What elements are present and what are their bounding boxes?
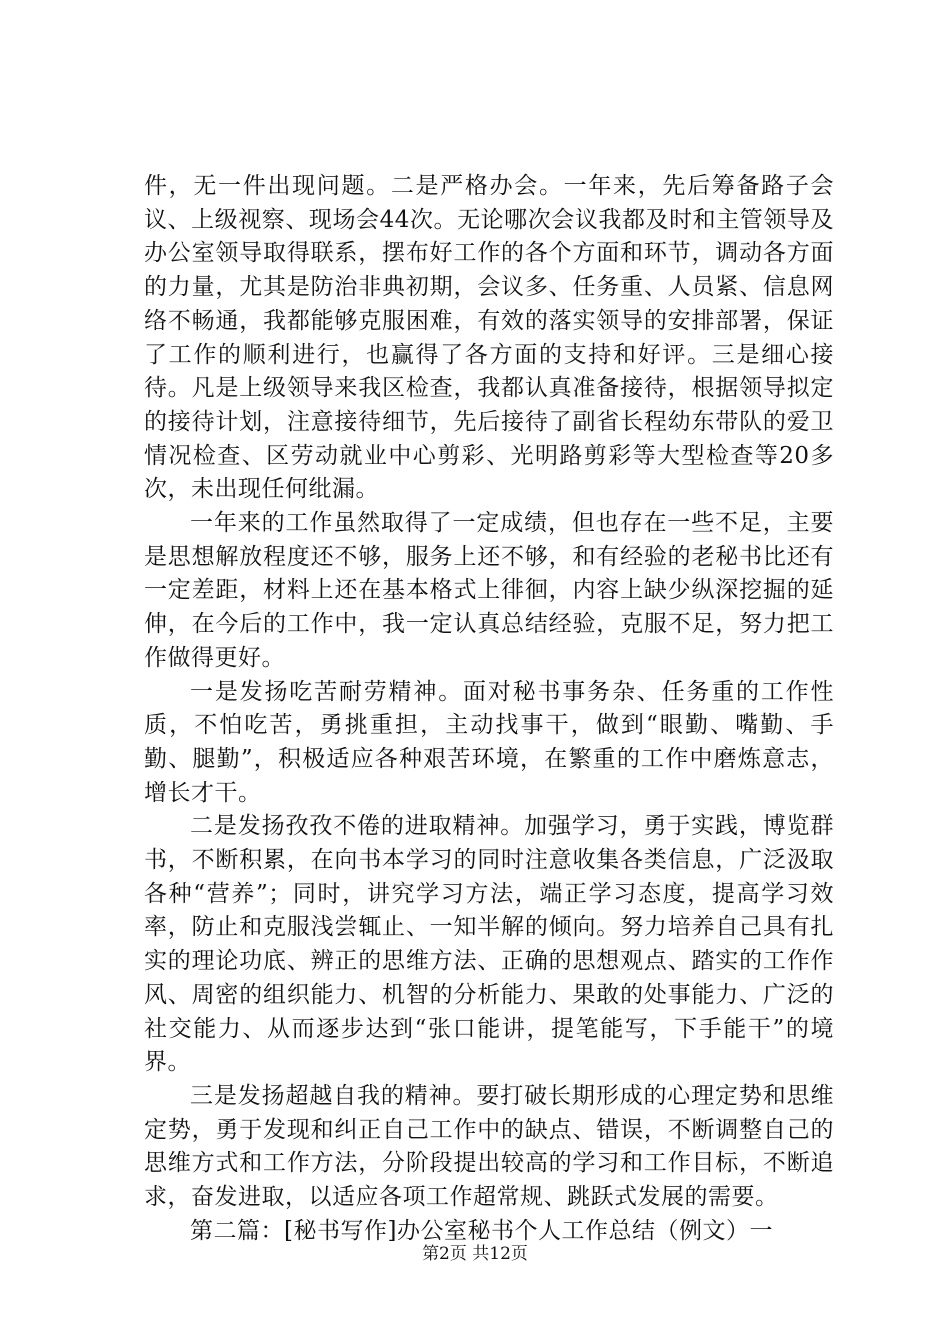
paragraph-continuation: 件，无一件出现问题。二是严格办会。一年来，先后筹备路子会议、上级视察、现场会44次。无论哪次会议我都及时和主管领导及办公室领导取得联系，摆布好工作的各个方面和环节，调动各方面的力量，尤其是防治非典初期，会议多、任务重、人员紧、信息网络不畅通，我都能够克服困难，有效的落实领导的安排部署，保证了工作的顺利进行，也赢得了各方面的支持和好评。三是细心接待。凡是上级领导来我区检查，我都认真准备接待，根据领导拟定的接待计划，注意接待细节，先后接待了副省长程幼东带队的爱卫情况检查、区劳动就业中心剪彩、光明路剪彩等大型检查等20多次，未出现任何纰漏。 (144, 173, 834, 503)
paragraph-point-two: 二是发扬孜孜不倦的进取精神。加强学习，勇于实践，博览群书，不断积累，在向书本学习的同时注意收集各类信息，广泛汲取各种“营养”；同时，讲究学习方法，端正学习态度，提高学习效率，防止和克服浅尝辄止、一知半解的倾向。努力培养自己具有扎实的理论功底、辨正的思维方法、正确的思想观点、踏实的工作作风、周密的组织能力、机智的分析能力、果敢的处事能力、广泛的社交能力、从而逐步达到“张口能讲，提笔能写，下手能干”的境界。 (144, 813, 834, 1076)
paragraph-point-one: 一是发扬吃苦耐劳精神。面对秘书事务杂、任务重的工作性质，不怕吃苦，勇挑重担，主动找事干，做到“眼勤、嘴勤、手勤、腿勤”，积极适应各种艰苦环境，在繁重的工作中磨炼意志，增长才干。 (144, 678, 834, 806)
paragraph-point-three: 三是发扬超越自我的精神。要打破长期形成的心理定势和思维定势，勇于发现和纠正自己工作中的缺点、错误，不断调整自己的思维方式和工作方法，分阶段提出较高的学习和工作目标，不断追求，奋发进取，以适应各项工作超常规、跳跃式发展的需要。 (144, 1082, 834, 1211)
document-body (144, 170, 834, 1249)
paragraph-shortcomings: 一年来的工作虽然取得了一定成绩，但也存在一些不足，主要是思想解放程度还不够，服务上还不够，和有经验的老秘书比还有一定差距，材料上还在基本格式上徘徊，内容上缺少纵深挖掘的延伸，在今后的工作中，我一定认真总结经验，克服不足，努力把工作做得更好。 (144, 510, 834, 671)
paragraph-next-article-heading: 第二篇：[秘书写作]办公室秘书个人工作总结（例文）一 (190, 1217, 773, 1244)
page-number-footer: 第2页 共12页 (422, 1244, 528, 1264)
